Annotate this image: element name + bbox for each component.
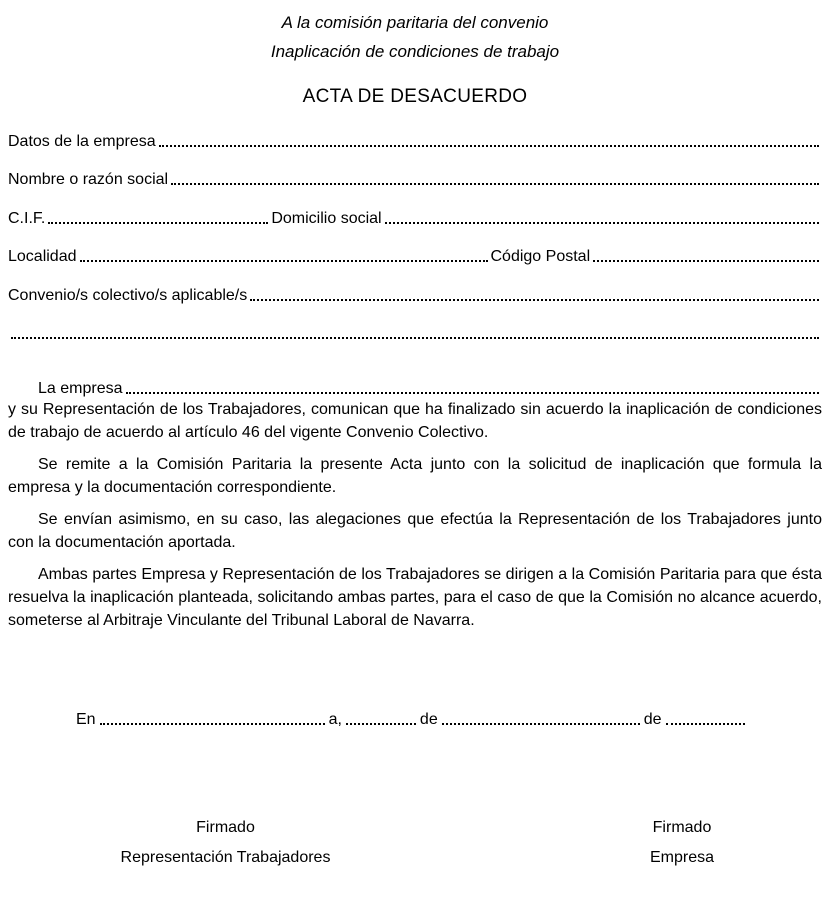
- paragraph-3: Se envían asimismo, en su caso, las alegaciones que efectúa la Representación de los Trabajadores junto con la documentación aportada.: [8, 511, 822, 551]
- page-title: ACTA DE DESACUERDO: [302, 86, 528, 107]
- la-empresa-fill-line: [126, 392, 820, 394]
- codigo-postal-fill-line: [593, 260, 819, 262]
- de-year-label: de: [643, 711, 662, 728]
- localidad-fill-line: [80, 260, 488, 262]
- day-fill-line: [346, 723, 416, 725]
- company-data-section: [8, 112, 822, 343]
- convenios-fill-line-2: [11, 337, 819, 339]
- en-label: En: [76, 711, 96, 728]
- cif-label: C.I.F.: [8, 209, 46, 227]
- la-empresa-label: La empresa: [38, 380, 123, 397]
- company-party-label: Empresa: [649, 849, 715, 866]
- localidad-label: Localidad: [8, 248, 77, 265]
- document-header: [8, 8, 822, 108]
- codigo-postal-label: Código Postal: [490, 248, 591, 265]
- signatures-section: [8, 813, 822, 873]
- paragraph-4: Ambas partes Empresa y Representación de los Trabajadores se dirigen a la Comisión Paritaria para que ésta resuelva la inaplicación planteada, solicitando ambas partes, para el caso de que la Comisión no alcance acuerdo, someterse al Arbitraje Vinculante del Tribunal Laboral de Navarra.: [8, 566, 822, 629]
- signature-block-company: [592, 813, 772, 873]
- field-row-convenios-continuation: [8, 305, 822, 344]
- paragraph-1-lead-row: [8, 375, 822, 398]
- workers-party-label: Representación Trabajadores: [120, 849, 331, 866]
- de-month-label: de: [419, 711, 438, 728]
- field-row-localidad-codigo-postal: [8, 228, 822, 267]
- paragraph-1-continuation: y su Representación de los Trabajadores, comunican que ha finalizado sin acuerdo la inaplicación de condiciones de trabajo de acuerdo al artículo 46 del vigente Convenio Colectivo.: [8, 401, 822, 441]
- field-row-cif-domicilio: [8, 189, 822, 228]
- datos-empresa-fill-line: [159, 145, 819, 147]
- header-subject-line: Inaplicación de condiciones de trabajo: [270, 42, 560, 61]
- field-row-convenios: [8, 266, 822, 305]
- header-recipient-line: A la comisión paritaria del convenio: [281, 13, 549, 32]
- body-text-section: [8, 375, 822, 632]
- company-signed-label: Firmado: [652, 819, 712, 836]
- cif-fill-line: [48, 222, 268, 224]
- date-place-line: [75, 706, 748, 729]
- nombre-razon-social-fill-line: [171, 183, 819, 185]
- nombre-razon-social-label: Nombre o razón social: [8, 171, 169, 188]
- month-fill-line: [442, 723, 640, 725]
- workers-signed-label: Firmado: [196, 819, 255, 836]
- domicilio-social-label: Domicilio social: [271, 209, 382, 227]
- datos-empresa-label: Datos de la empresa: [8, 132, 156, 150]
- field-row-datos-empresa: [8, 112, 822, 151]
- convenios-fill-line: [250, 299, 819, 301]
- year-fill-line: [666, 723, 745, 725]
- field-row-nombre-razon-social: [8, 151, 822, 190]
- place-fill-line: [100, 723, 325, 725]
- signature-block-workers: [8, 813, 443, 873]
- paragraph-2: Se remite a la Comisión Paritaria la presente Acta junto con la solicitud de inaplicación que formula la empresa y la documentación correspondiente.: [8, 456, 822, 496]
- a-label: a,: [328, 711, 342, 728]
- convenios-label: Convenio/s colectivo/s aplicable/s: [8, 286, 248, 304]
- domicilio-social-fill-line: [385, 222, 819, 224]
